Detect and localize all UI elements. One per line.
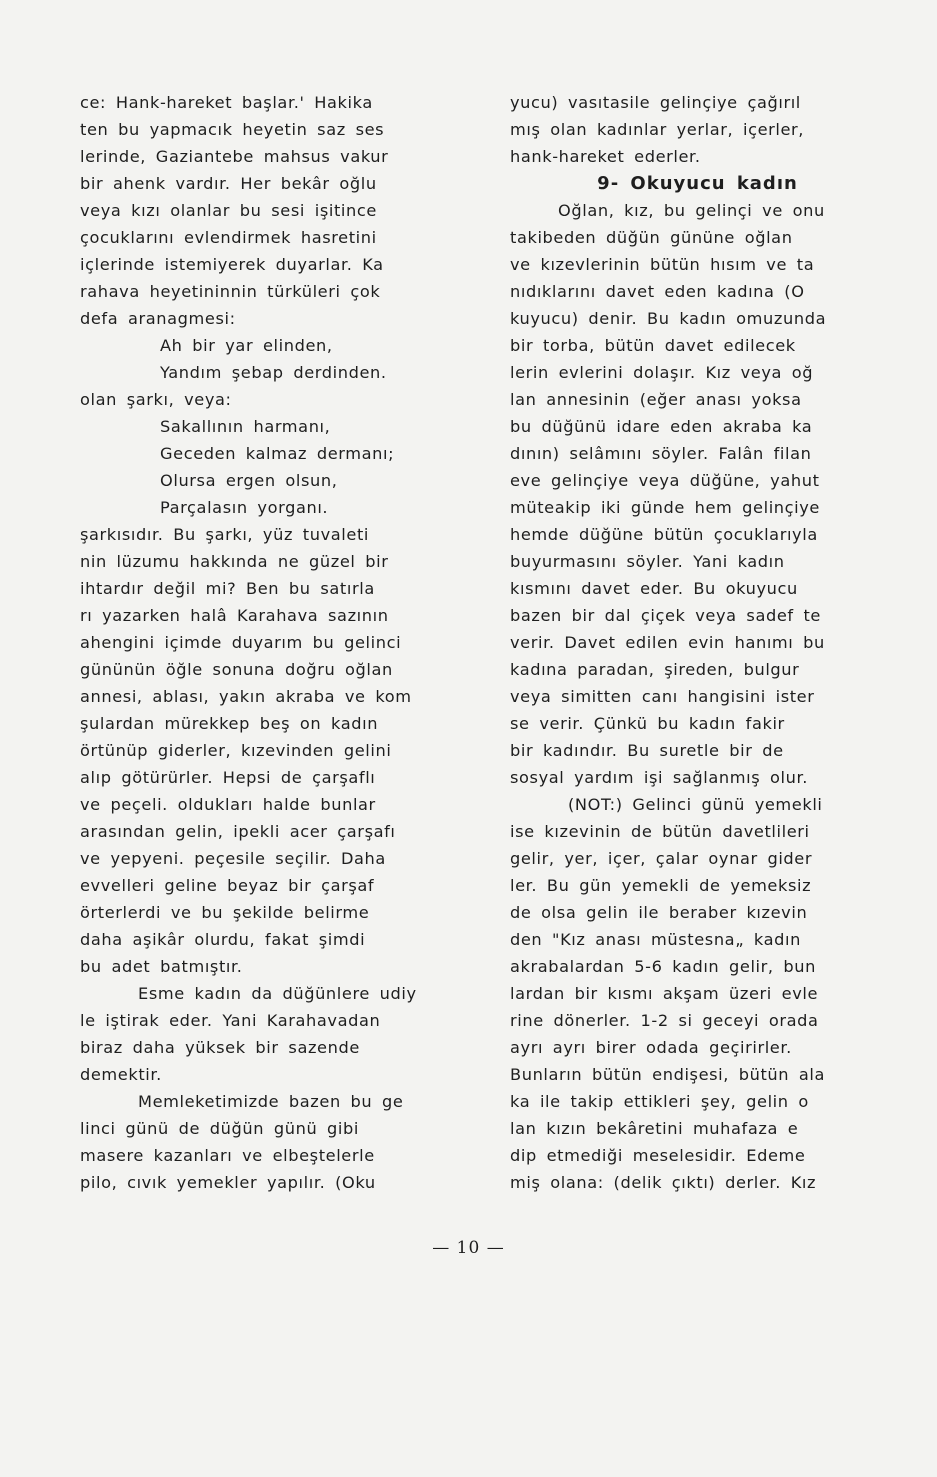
text-line: rahava heyetininnin türküleri çok [80, 282, 381, 301]
text-line: bazen bir dal çiçek veya sadef te [510, 606, 821, 625]
text-line: veya simitten canı hangisini ister [510, 687, 815, 706]
verse-line: Ah bir yar elinden, [160, 336, 333, 355]
right-text-column [510, 89, 885, 1196]
text-line: lan kızın bekâretini muhafaza e [510, 1119, 799, 1138]
section-heading: 9- Okuyucu kadın [597, 173, 798, 194]
text-line: çocuklarını evlendirmek hasretini [80, 228, 377, 247]
paragraph-start-line: (NOT:) Gelinci günü yemekli [568, 795, 823, 814]
text-line: annesi, ablası, yakın akraba ve kom [80, 687, 412, 706]
text-line: mış olan kadınlar yerlar, içerler, [510, 120, 805, 139]
text-line: bu adet batmıştır. [80, 957, 243, 976]
verse-line: Sakallının harmanı, [160, 417, 331, 436]
text-line: ten bu yapmacık heyetin saz ses [80, 120, 385, 139]
text-line: dip etmediği meselesidir. Edeme [510, 1146, 806, 1165]
text-line: lerin evlerini dolaşır. Kız veya oğ [510, 363, 814, 382]
text-line: ler. Bu gün yemekli de yemeksiz [510, 876, 812, 895]
text-line: bir kadındır. Bu suretle bir de [510, 741, 784, 760]
verse-line: Yandım şebap derdinden. [160, 363, 387, 382]
text-line: ise kızevinin de bütün davetlileri [510, 822, 810, 841]
text-line: bir ahenk vardır. Her bekâr oğlu [80, 174, 377, 193]
text-line: ve peçeli. oldukları halde bunlar [80, 795, 376, 814]
text-line: verir. Davet edilen evin hanımı bu [510, 633, 825, 652]
paragraph-start-line: Oğlan, kız, bu gelinçi ve onu [558, 201, 825, 220]
text-line: hank-hareket ederler. [510, 147, 701, 166]
text-line: akrabalardan 5-6 kadın gelir, bun [510, 957, 816, 976]
text-line: den "Kız anası müstesna„ kadın [510, 930, 801, 949]
text-line: eve gelinçiye veya düğüne, yahut [510, 471, 820, 490]
text-line: buyurmasını söyler. Yani kadın [510, 552, 785, 571]
page-number: — 10 — [432, 1238, 505, 1258]
text-line: ayrı ayrı birer odada geçirirler. [510, 1038, 792, 1057]
text-line: ve yepyeni. peçesile seçilir. Daha [80, 849, 386, 868]
text-line: içlerinde istemiyerek duyarlar. Ka [80, 255, 384, 274]
text-line: lan annesinin (eğer anası yoksa [510, 390, 802, 409]
text-line: rı yazarken halâ Karahava sazının [80, 606, 389, 625]
text-line: ahengini içimde duyarım bu gelinci [80, 633, 402, 652]
paragraph-start-line: Esme kadın da düğünlere udiy [138, 984, 417, 1003]
text-line: kadına paradan, şireden, bulgur [510, 660, 800, 679]
text-line: ce: Hank-hareket başlar.' Hakika [80, 93, 373, 112]
text-line: gelir, yer, içer, çalar oynar gider [510, 849, 813, 868]
text-line: evvelleri geline beyaz bir çarşaf [80, 876, 375, 895]
text-line: linci günü de düğün günü gibi [80, 1119, 359, 1138]
text-line: kuyucu) denir. Bu kadın omuzunda [510, 309, 827, 328]
text-line: demektir. [80, 1065, 162, 1084]
paragraph-start-line: Memleketimizde bazen bu ge [138, 1092, 404, 1111]
text-line: se verir. Çünkü bu kadın fakir [510, 714, 785, 733]
text-line: kısmını davet eder. Bu okuyucu [510, 579, 798, 598]
text-line: şarkısıdır. Bu şarkı, yüz tuvaleti [80, 525, 370, 544]
text-line: defa aranagmesi: [80, 309, 236, 328]
text-line: bu düğünü idare eden akraba ka [510, 417, 813, 436]
text-line: de olsa gelin ile beraber kızevin [510, 903, 808, 922]
text-line: ka ile takip ettikleri şey, gelin o [510, 1092, 809, 1111]
text-line: nıdıklarını davet eden kadına (O [510, 282, 805, 301]
text-line: hemde düğüne bütün çocuklarıyla [510, 525, 818, 544]
text-line: ihtardır değil mi? Ben bu satırla [80, 579, 375, 598]
text-line: daha aşikâr olurdu, fakat şimdi [80, 930, 366, 949]
text-line: müteakip iki günde hem gelinçiye [510, 498, 820, 517]
text-line: masere kazanları ve elbeştelerle [80, 1146, 375, 1165]
text-line: örterlerdi ve bu şekilde belirme [80, 903, 370, 922]
text-line: bir torba, bütün davet edilecek [510, 336, 796, 355]
text-line: miş olana: (delik çıktı) derler. Kız [510, 1173, 817, 1192]
text-line: ve kızevlerinin bütün hısım ve ta [510, 255, 815, 274]
text-line: gününün öğle sonuna doğru oğlan [80, 660, 393, 679]
text-line: sosyal yardım işi sağlanmış olur. [510, 768, 808, 787]
text-line: nin lüzumu hakkında ne güzel bir [80, 552, 389, 571]
text-line: Bunların bütün endişesi, bütün ala [510, 1065, 826, 1084]
text-line: biraz daha yüksek bir sazende [80, 1038, 360, 1057]
text-line: yucu) vasıtasile gelinçiye çağırıl [510, 93, 801, 112]
text-line: le iştirak eder. Yani Karahavadan [80, 1011, 381, 1030]
text-line: rine dönerler. 1-2 si geceyi orada [510, 1011, 819, 1030]
text-line: lardan bir kısmı akşam üzeri evle [510, 984, 819, 1003]
text-line: pilo, cıvık yemekler yapılır. (Oku [80, 1173, 376, 1192]
verse-line: Parçalasın yorganı. [160, 498, 329, 517]
text-line: örtünüp giderler, kızevinden gelini [80, 741, 392, 760]
text-line: arasından gelin, ipekli acer çarşafı [80, 822, 396, 841]
text-line: veya kızı olanlar bu sesi işitince [80, 201, 377, 220]
verse-line: Geceden kalmaz dermanı; [160, 444, 395, 463]
text-line: takibeden düğün gününe oğlan [510, 228, 793, 247]
left-text-column [80, 89, 470, 1196]
verse-line: Olursa ergen olsun, [160, 471, 338, 490]
text-line: olan şarkı, veya: [80, 390, 232, 409]
text-line: dının) selâmını söyler. Falân filan [510, 444, 812, 463]
text-line: şulardan mürekkep beş on kadın [80, 714, 379, 733]
text-line: lerinde, Gaziantebe mahsus vakur [80, 147, 389, 166]
text-line: alıp götürürler. Hepsi de çarşaflı [80, 768, 376, 787]
